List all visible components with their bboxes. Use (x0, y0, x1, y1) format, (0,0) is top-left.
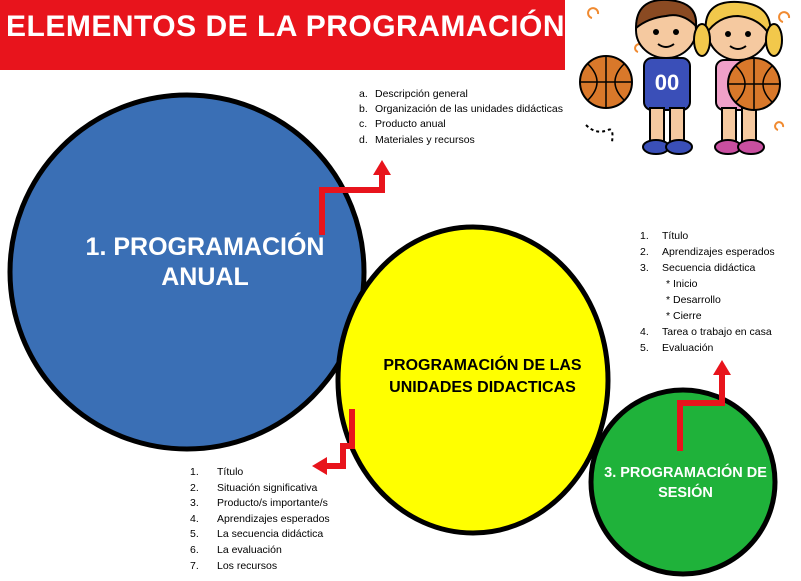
swirl-icon (775, 122, 783, 130)
list-item: 2. Aprendizajes esperados (640, 246, 775, 258)
circle-session-label: 3. PROGRAMACIÓN DE SESIÓN (604, 465, 767, 501)
list-item: c. Producto anual (359, 118, 446, 131)
list-subitem: * Cierre (666, 310, 702, 322)
list-item: a. Descripción general (359, 88, 468, 100)
list-item: 2. Situación significativa (190, 481, 318, 494)
swirl-icon (588, 8, 598, 18)
boy-figure (636, 0, 696, 154)
list-item: 6. La evaluación (190, 543, 282, 556)
list-item: 3. Producto/s importante/s (190, 497, 328, 510)
list-item: d. Materiales y recursos (359, 133, 475, 146)
kids-basketball-illustration (578, 0, 801, 165)
arrowhead-annual (373, 160, 391, 175)
list-subitem: * Inicio (666, 278, 698, 290)
circle-annual-label: 1. PROGRAMACIÓN ANUAL (85, 233, 325, 291)
page-title: ELEMENTOS DE LA PROGRAMACIÓN (6, 10, 566, 43)
list-subitem: * Desarrollo (666, 294, 721, 306)
list-item: 1. Título (190, 466, 244, 478)
units-elements-list (190, 465, 330, 574)
circle-units-label: PROGRAMACIÓN DE LAS UNIDADES DIDACTICAS (383, 357, 582, 396)
list-item: b. Organización de las unidades didácticas (359, 103, 563, 116)
arrowhead-session (713, 360, 731, 375)
list-item: 3. Secuencia didáctica (640, 262, 756, 274)
motion-line (586, 125, 613, 142)
list-item: 5. La secuencia didáctica (190, 528, 324, 541)
list-item: 4. Tarea o trabajo en casa (640, 326, 772, 338)
session-elements-list (640, 228, 775, 356)
list-item: 7. Los recursos (190, 559, 278, 572)
annual-elements-list (359, 87, 563, 148)
list-item: 5. Evaluación (640, 342, 714, 354)
swirl-icon (779, 12, 789, 22)
list-item: 1. Título (640, 230, 689, 242)
list-item: 4. Aprendizajes esperados (190, 512, 330, 525)
jersey-number: 00 (654, 70, 680, 95)
